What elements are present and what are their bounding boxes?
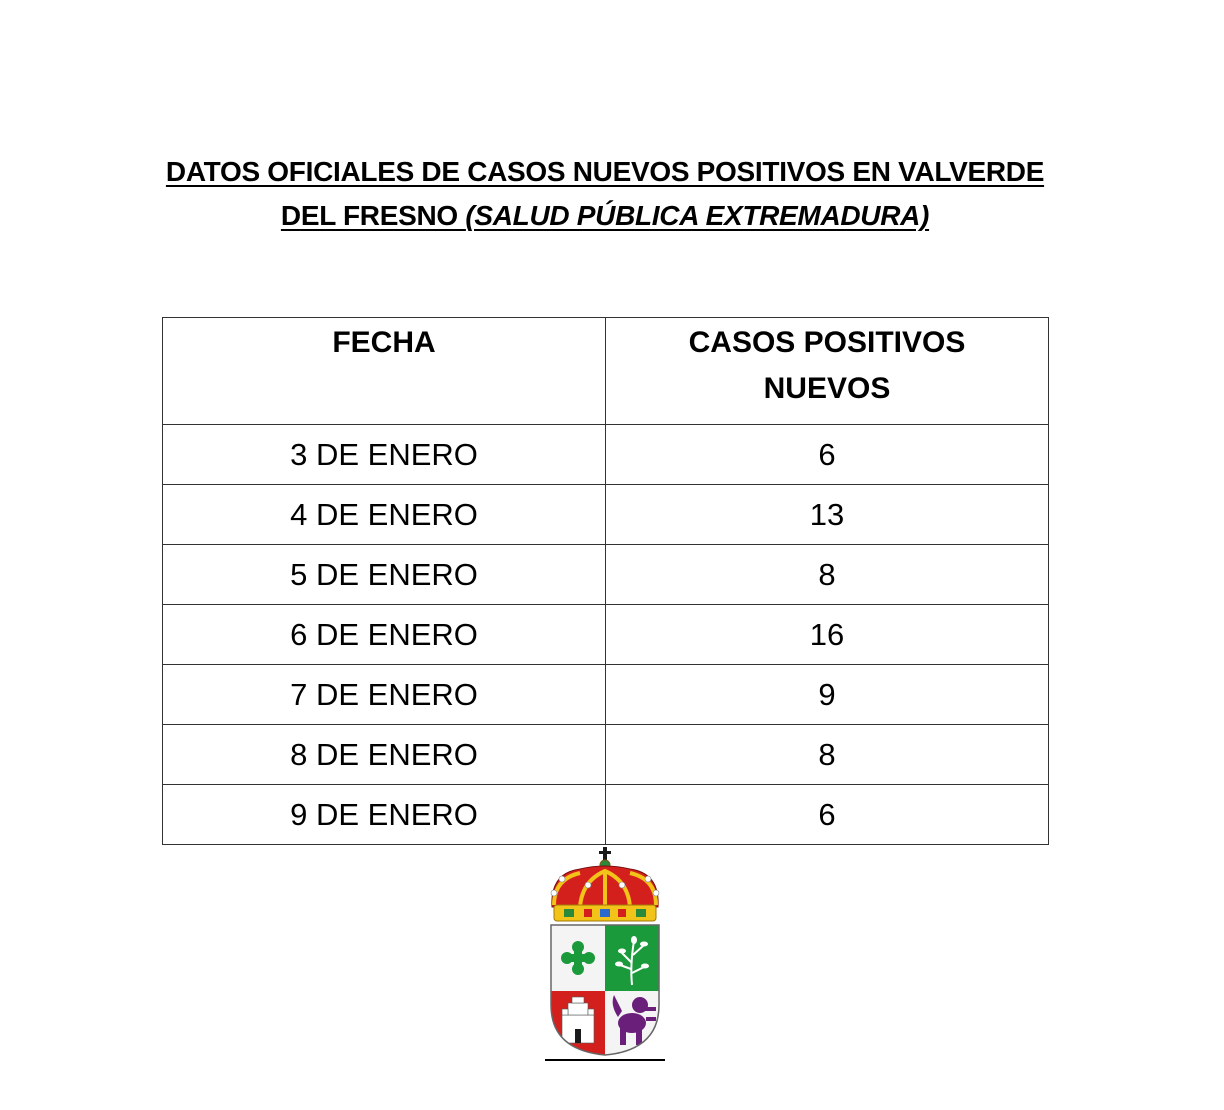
cell-date: 9 DE ENERO — [163, 785, 606, 845]
coat-of-arms-icon — [540, 845, 670, 1060]
title-line-1: DATOS OFICIALES DE CASOS NUEVOS POSITIVOS EN VALVERDE — [165, 156, 1045, 187]
title-source: (SALUD PÚBLICA EXTREMADURA) — [465, 200, 930, 231]
crown-icon — [551, 847, 659, 921]
cell-date: 6 DE ENERO — [163, 605, 606, 665]
header-cases: CASOS POSITIVOS NUEVOS — [606, 318, 1049, 425]
table-header-row — [163, 318, 1049, 425]
table-row — [163, 605, 1049, 665]
cell-date: 3 DE ENERO — [163, 425, 606, 485]
header-date: FECHA — [163, 318, 606, 425]
table-row — [163, 425, 1049, 485]
cell-date: 5 DE ENERO — [163, 545, 606, 605]
cell-date: 7 DE ENERO — [163, 665, 606, 725]
cell-date: 8 DE ENERO — [163, 725, 606, 785]
cell-cases: 8 — [606, 545, 1049, 605]
cell-date: 4 DE ENERO — [163, 485, 606, 545]
cell-cases: 9 — [606, 665, 1049, 725]
cell-cases: 6 — [606, 425, 1049, 485]
table-row — [163, 485, 1049, 545]
title-line-2: DEL FRESNO (SALUD PÚBLICA EXTREMADURA) — [280, 200, 930, 231]
table-row — [163, 545, 1049, 605]
shield-icon — [551, 925, 659, 1057]
cases-table — [162, 317, 1049, 845]
document-title — [150, 150, 1060, 238]
cell-cases: 16 — [606, 605, 1049, 665]
table-row — [163, 785, 1049, 845]
table-row — [163, 725, 1049, 785]
cell-cases: 8 — [606, 725, 1049, 785]
cell-cases: 6 — [606, 785, 1049, 845]
table-row — [163, 665, 1049, 725]
crest-underline — [545, 1059, 665, 1061]
cell-cases: 13 — [606, 485, 1049, 545]
